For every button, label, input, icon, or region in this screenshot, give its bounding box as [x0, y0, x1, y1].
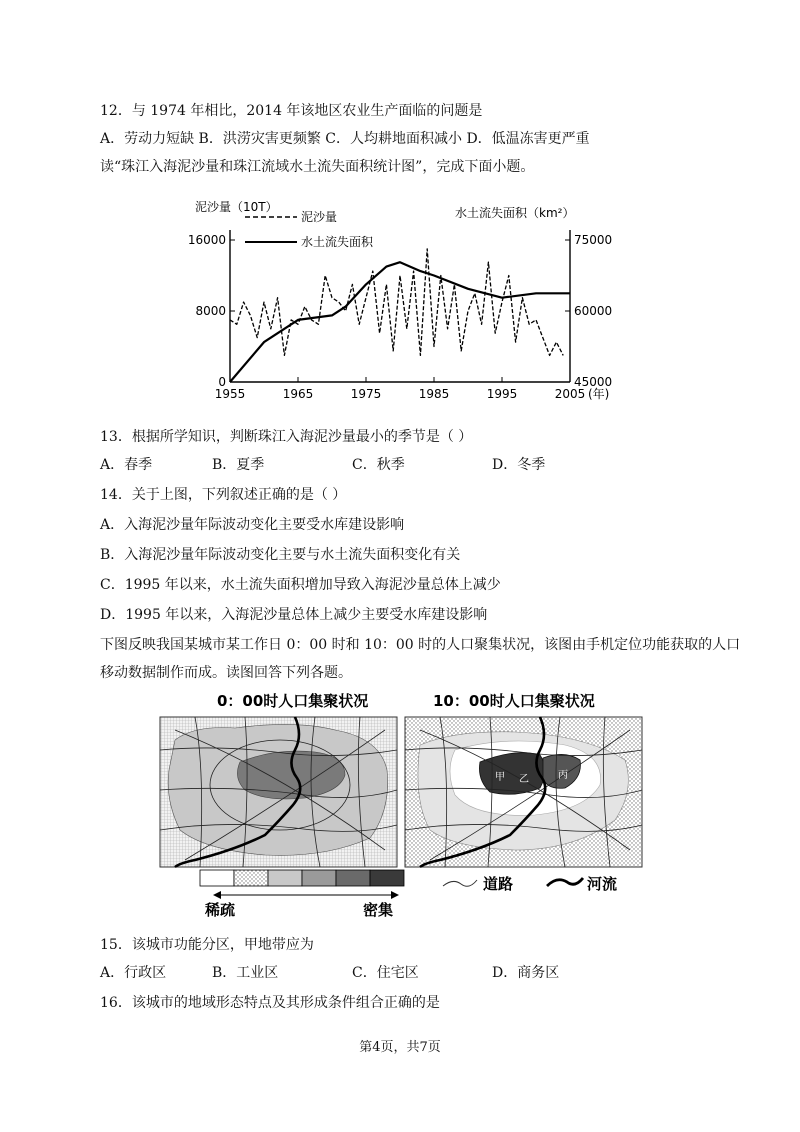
q15-option-c: C．住宅区 [352, 965, 419, 981]
q14-option-b: B．入海泥沙量年际波动变化主要与水土流失面积变化有关 [100, 547, 461, 563]
sediment-erosion-chart [185, 195, 625, 410]
q13-stem: 13．根据所学知识，判断珠江入海泥沙量最小的季节是（ ） [100, 429, 473, 445]
q13-option-d: D．冬季 [492, 457, 546, 473]
y-right-tick-label: 45000 [574, 375, 613, 389]
label-bing: 丙 [558, 770, 568, 781]
q14-option-d: D．1995 年以来，入海泥沙量总体上减少主要受水库建设影响 [100, 607, 488, 623]
q14-option-a: A．入海泥沙量年际波动变化主要受水库建设影响 [100, 517, 405, 533]
q13-option-b: B．夏季 [212, 457, 265, 473]
x-tick-label: 1985 [418, 387, 450, 401]
x-tick-label: 1975 [350, 387, 382, 401]
q12-stem: 12．与 1974 年相比，2014 年该地区农业生产面临的问题是 [100, 103, 483, 119]
density-swatch [268, 870, 302, 886]
series-sediment-line [230, 249, 563, 356]
chart-svg [185, 195, 625, 410]
intro-chart: 读“珠江入海泥沙量和珠江流域水土流失面积统计图”，完成下面小题。 [100, 159, 535, 175]
map-left-title: 0：00时人口集聚状况 [217, 692, 369, 710]
map-left [160, 717, 397, 867]
legend-arrow-right [391, 891, 399, 899]
legend-road: 道路 [483, 875, 514, 893]
density-swatch [302, 870, 336, 886]
q14-option-c: C．1995 年以来，水土流失面积增加导致入海泥沙量总体上减少 [100, 577, 501, 593]
intro-maps-line2: 移动数据制作而成。读图回答下列各题。 [100, 665, 352, 681]
legend-sparse: 稀疏 [205, 901, 236, 919]
q16-stem: 16．该城市的地域形态特点及其形成条件组合正确的是 [100, 995, 440, 1011]
q13-option-a: A．春季 [100, 457, 153, 473]
q14-stem: 14．关于上图，下列叙述正确的是（ ） [100, 487, 347, 503]
density-swatch [200, 870, 234, 886]
left-axis-label: 泥沙量（10T） [195, 200, 278, 214]
legend-sediment: 泥沙量 [301, 210, 338, 224]
q15-option-a: A．行政区 [100, 965, 167, 981]
legend-dense: 密集 [363, 901, 394, 919]
q15-option-b: B．工业区 [212, 965, 279, 981]
population-maps [155, 690, 645, 920]
legend-arrow-left [213, 891, 221, 899]
density-legend [200, 870, 404, 886]
y-right-tick-label: 75000 [574, 233, 613, 247]
road-icon [443, 880, 477, 886]
x-tick-label: 1955 [214, 387, 246, 401]
y-left-tick-label: 0 [218, 375, 226, 389]
label-jia: 甲 [495, 772, 505, 783]
y-left-tick-label: 8000 [195, 304, 226, 318]
maps-svg [155, 690, 645, 920]
legend-erosion: 水土流失面积 [301, 235, 374, 249]
label-yi: 乙 [519, 774, 529, 785]
q12-options: A．劳动力短缺 B．洪涝灾害更频繁 C．人均耕地面积减小 D．低温冻害更严重 [100, 131, 590, 147]
q15-option-d: D．商务区 [492, 965, 560, 981]
y-right-tick-label: 60000 [574, 304, 613, 318]
river-icon [547, 878, 583, 886]
density-swatch [234, 870, 268, 886]
x-tick-label: 1995 [486, 387, 518, 401]
density-swatch [336, 870, 370, 886]
right-axis-label: 水土流失面积（km²） [455, 206, 575, 220]
intro-maps-line1: 下图反映我国某城市某工作日 0：00 时和 10：00 时的人口聚集状况，该图由手机定位功能获取的人口 [100, 637, 741, 653]
y-left-tick-label: 16000 [187, 233, 226, 247]
x-unit-label: (年) [588, 387, 610, 401]
x-tick-label: 1965 [282, 387, 314, 401]
map-right-title: 10：00时人口集聚状况 [433, 692, 595, 710]
map-right [405, 717, 642, 867]
legend-river: 河流 [587, 875, 618, 893]
x-tick-label: 2005 [554, 387, 586, 401]
q15-stem: 15．该城市功能分区，甲地带应为 [100, 937, 314, 953]
q13-option-c: C．秋季 [352, 457, 405, 473]
page-footer: 第4页，共7页 [359, 1040, 441, 1055]
density-swatch [370, 870, 404, 886]
